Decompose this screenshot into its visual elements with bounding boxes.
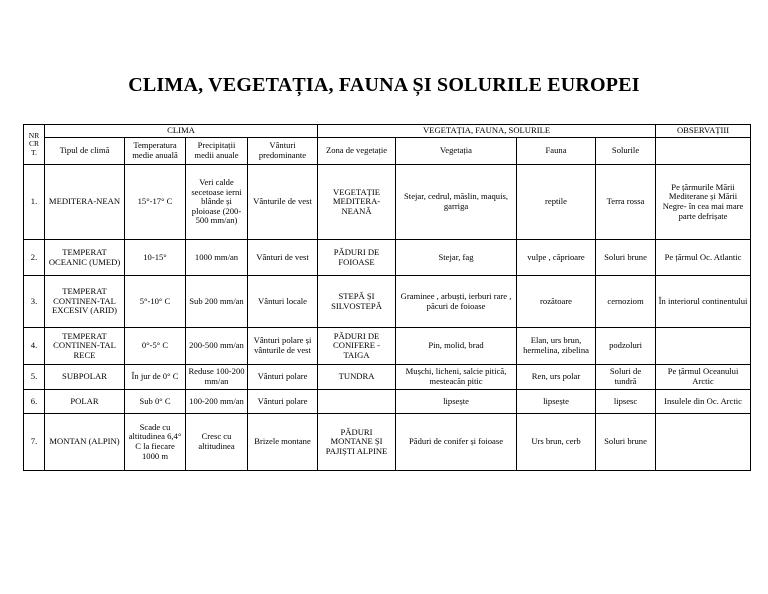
cell-precipitatii: Sub 200 mm/an <box>186 276 248 328</box>
cell-solurile: lipsesc <box>596 390 656 414</box>
cell-vanturi: Vânturi locale <box>248 276 318 328</box>
cell-tip: MEDITERA-NEAN <box>45 165 125 240</box>
page-title: CLIMA, VEGETAȚIA, FAUNA ȘI SOLURILE EUROPEI <box>128 74 640 96</box>
cell-observatii: Pe țărmul Oceanului Arctic <box>656 365 751 390</box>
table-row <box>24 328 751 365</box>
cell-nr: 2. <box>24 240 45 276</box>
cell-vegetatia: Stejar, fag <box>396 240 517 276</box>
cell-zona: STEPĂ ȘI SILVOSTEPĂ <box>318 276 396 328</box>
cell-fauna: lipsește <box>517 390 596 414</box>
header-fauna: Fauna <box>517 138 596 165</box>
header-row-top <box>24 125 751 138</box>
cell-vanturi: Vânturile de vest <box>248 165 318 240</box>
header-nr: NR CR T. <box>24 125 45 165</box>
cell-tip: MONTAN (ALPIN) <box>45 414 125 471</box>
cell-precipitatii: Cresc cu altitudinea <box>186 414 248 471</box>
cell-fauna: vulpe , căprioare <box>517 240 596 276</box>
cell-zona: VEGETAȚIE MEDITERA-NEANĂ <box>318 165 396 240</box>
cell-solurile: podzoluri <box>596 328 656 365</box>
cell-fauna: reptile <box>517 165 596 240</box>
cell-observatii <box>656 414 751 471</box>
cell-precipitatii: 100-200 mm/an <box>186 390 248 414</box>
header-solurile: Solurile <box>596 138 656 165</box>
cell-vanturi: Vânturi polare și vânturile de vest <box>248 328 318 365</box>
cell-vanturi: Vânturi polare <box>248 365 318 390</box>
cell-vegetatia: lipsește <box>396 390 517 414</box>
cell-temperatura: În jur de 0° C <box>125 365 186 390</box>
cell-vegetatia: Graminee , arbuști, ierburi rare , păcuri de foioase <box>396 276 517 328</box>
table-row <box>24 365 751 390</box>
cell-temperatura: 0°-5° C <box>125 328 186 365</box>
cell-zona: TUNDRA <box>318 365 396 390</box>
header-precipitatii: Precipitații medii anuale <box>186 138 248 165</box>
cell-tip: SUBPOLAR <box>45 365 125 390</box>
cell-solurile: Soluri de tundră <box>596 365 656 390</box>
cell-nr: 7. <box>24 414 45 471</box>
cell-tip: TEMPERAT CONTINEN-TAL RECE <box>45 328 125 365</box>
cell-vegetatia: Pin, molid, brad <box>396 328 517 365</box>
cell-solurile: Soluri brune <box>596 240 656 276</box>
cell-vegetatia: Păduri de conifer și foioase <box>396 414 517 471</box>
cell-vanturi: Vânturi polare <box>248 390 318 414</box>
cell-temperatura: 15°-17° C <box>125 165 186 240</box>
cell-zona: PĂDURI DE CONIFERE - TAIGA <box>318 328 396 365</box>
cell-fauna: rozătoare <box>517 276 596 328</box>
cell-fauna: Urs brun, cerb <box>517 414 596 471</box>
cell-observatii: În interiorul continentului <box>656 276 751 328</box>
header-vegetatia: Vegetația <box>396 138 517 165</box>
cell-vegetatia: Stejar, cedrul, măslin, maquis, garriga <box>396 165 517 240</box>
cell-fauna: Ren, urs polar <box>517 365 596 390</box>
cell-temperatura: Sub 0° C <box>125 390 186 414</box>
cell-solurile: Terra rossa <box>596 165 656 240</box>
table-row <box>24 240 751 276</box>
cell-temperatura: Scade cu altitudinea 6,4° C la fiecare 1000 m <box>125 414 186 471</box>
cell-precipitatii: Veri calde secetoase ierni blânde și ploioase (200-500 mm/an) <box>186 165 248 240</box>
cell-zona <box>318 390 396 414</box>
cell-observatii: Pe țărmul Oc. Atlantic <box>656 240 751 276</box>
cell-vanturi: Vânturi de vest <box>248 240 318 276</box>
cell-nr: 1. <box>24 165 45 240</box>
header-clima: CLIMA <box>45 125 318 138</box>
cell-temperatura: 5°-10° C <box>125 276 186 328</box>
cell-solurile: Soluri brune <box>596 414 656 471</box>
header-empty <box>656 138 751 165</box>
cell-observatii <box>656 328 751 365</box>
cell-nr: 6. <box>24 390 45 414</box>
table-row <box>24 390 751 414</box>
cell-observatii: Pe țărmurile Mării Mediterane și Mării Negre- în cea mai mare parte defrișate <box>656 165 751 240</box>
cell-fauna: Elan, urs brun, hermelina, zibelina <box>517 328 596 365</box>
cell-zona: PĂDURI MONTANE ȘI PAJIȘTI ALPINE <box>318 414 396 471</box>
cell-vanturi: Brizele montane <box>248 414 318 471</box>
table-row <box>24 165 751 240</box>
cell-tip: TEMPERAT OCEANIC (UMED) <box>45 240 125 276</box>
cell-tip: TEMPERAT CONTINEN-TAL EXCESIV (ARID) <box>45 276 125 328</box>
header-vegetatie-group: VEGETAȚIA, FAUNA, SOLURILE <box>318 125 656 138</box>
header-observatii: OBSERVAȚIII <box>656 125 751 138</box>
header-zona: Zona de vegetație <box>318 138 396 165</box>
cell-solurile: cernoziom <box>596 276 656 328</box>
cell-precipitatii: 200-500 mm/an <box>186 328 248 365</box>
cell-tip: POLAR <box>45 390 125 414</box>
cell-nr: 4. <box>24 328 45 365</box>
cell-precipitatii: Reduse 100-200 mm/an <box>186 365 248 390</box>
climate-table <box>23 124 751 471</box>
cell-zona: PĂDURI DE FOIOASE <box>318 240 396 276</box>
cell-vegetatia: Mușchi, licheni, salcie pitică, mesteacăn pitic <box>396 365 517 390</box>
header-temperatura: Temperatura medie anuală <box>125 138 186 165</box>
cell-nr: 3. <box>24 276 45 328</box>
cell-nr: 5. <box>24 365 45 390</box>
cell-temperatura: 10-15° <box>125 240 186 276</box>
cell-precipitatii: 1000 mm/an <box>186 240 248 276</box>
table-row <box>24 414 751 471</box>
cell-observatii: Insulele din Oc. Arctic <box>656 390 751 414</box>
header-vanturi: Vânturi predominante <box>248 138 318 165</box>
table-row <box>24 276 751 328</box>
header-tip: Tipul de climă <box>45 138 125 165</box>
header-row-sub <box>24 138 751 165</box>
